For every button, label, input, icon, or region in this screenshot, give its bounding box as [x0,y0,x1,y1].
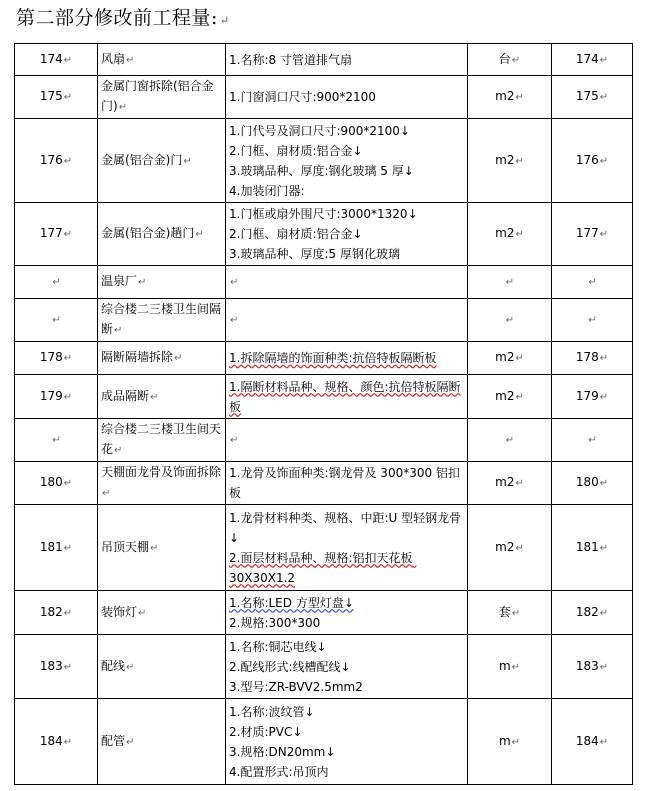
spec-line: 2.材质:PVC↓ [229,724,303,739]
item-quantity-text: 179 [575,388,599,403]
item-number-text: 176 [39,152,63,167]
item-name-text: 配线 [101,658,126,673]
item-quantity [552,76,633,119]
item-quantity [552,591,633,635]
item-unit-text: m [498,658,511,673]
paragraph-mark-icon: ↵ [515,478,524,489]
paragraph-mark-icon: ↵ [515,542,524,554]
paragraph-mark-icon: ↵ [599,478,609,489]
item-unit-text: m2 [495,539,515,554]
paragraph-mark-icon: ↵ [511,54,521,66]
table-row [15,419,633,462]
item-name [98,419,226,462]
paragraph-mark-icon: ↵ [599,661,609,673]
item-name [98,342,226,375]
item-name [98,591,226,635]
item-name-text: 综合楼二三楼卫生间隔断 [101,302,222,336]
spec-line: 2.规格:300*300 [229,615,321,630]
paragraph-mark-icon: ↵ [511,736,521,748]
paragraph-mark-icon: ↵ [515,92,524,103]
item-number-text: 174 [39,51,63,66]
paragraph-mark-icon: ↵ [219,14,230,27]
item-number [15,419,98,462]
item-unit [468,299,552,342]
item-name-text: 隔断隔墙拆除 [101,350,174,364]
item-name-text: 金属(铝合金)趟门 [101,226,195,240]
table-row [15,505,633,591]
paragraph-mark-icon: ↵ [505,435,515,446]
spec-line: 1.龙骨材料种类、规格、中距:U 型轻钢龙骨↓ [229,510,462,545]
item-unit [468,266,552,299]
item-name [98,299,226,342]
item-number [15,462,98,505]
item-name [98,44,226,76]
item-unit [468,76,552,119]
item-unit-text: m [498,733,511,748]
item-quantity [552,375,633,419]
paragraph-mark-icon: ↵ [138,277,147,288]
item-quantity-text: 176 [575,152,599,167]
item-number-text: 178 [39,350,63,364]
paragraph-mark-icon: ↵ [599,542,609,554]
spec-line: 1.门窗洞口尺寸:900*2100 [229,90,376,104]
item-unit [468,635,552,699]
item-number [15,342,98,375]
item-spec [226,119,468,203]
item-number-text: 177 [39,226,63,240]
item-spec [226,266,468,299]
paragraph-mark-icon: ↵ [63,391,73,403]
spec-line: 2.配线形式:线槽配线↓ [229,659,351,674]
item-number-text: 175 [39,89,63,103]
paragraph-mark-icon: ↵ [515,353,524,364]
item-quantity-text: 182 [575,604,599,619]
item-unit [468,375,552,419]
paragraph-mark-icon: ↵ [588,435,597,446]
item-name-text: 金属(铝合金)门 [101,152,183,167]
item-spec [226,203,468,266]
table-row [15,635,633,699]
table-row [15,44,633,76]
item-unit [468,44,552,76]
item-unit [468,591,552,635]
item-unit-text: m2 [495,226,515,240]
item-name [98,699,226,785]
title-text: 第二部分修改前工程量: [16,7,218,29]
spec-line: 2.面层材料品种、规格:铝扣天花板 30X30X1.2 [229,550,417,585]
item-spec [226,76,468,119]
paragraph-mark-icon: ↵ [150,542,159,554]
item-spec [226,591,468,635]
item-unit [468,203,552,266]
paragraph-mark-icon: ↵ [63,542,73,554]
spec-line: 3.型号:ZR-BVV2.5mm2 [229,679,363,694]
paragraph-mark-icon: ↵ [138,607,147,619]
item-number [15,591,98,635]
item-number-text: 184 [39,733,63,748]
item-quantity [552,299,633,342]
paragraph-mark-icon: ↵ [511,661,521,673]
item-unit [468,505,552,591]
item-number-text: 180 [39,475,63,489]
paragraph-mark-icon: ↵ [174,353,183,364]
spec-line: 3.玻璃品种、厚度:5 厚钢化玻璃 [229,247,400,261]
paragraph-mark-icon: ↵ [150,391,159,403]
paragraph-mark-icon: ↵ [52,315,61,326]
paragraph-mark-icon: ↵ [63,155,73,167]
paragraph-mark-icon: ↵ [63,736,73,748]
item-name [98,635,226,699]
item-unit [468,342,552,375]
item-quantity-text: 180 [575,475,599,489]
item-spec [226,375,468,419]
item-quantity [552,203,633,266]
paragraph-mark-icon: ↵ [599,736,609,748]
item-quantity [552,266,633,299]
item-quantity-text: 178 [575,350,599,364]
item-quantity-text: 174 [575,51,599,66]
paragraph-mark-icon: ↵ [63,478,73,489]
item-spec [226,699,468,785]
spec-line: 1.名称:LED 方型灯盘↓ [229,595,354,610]
paragraph-mark-icon: ↵ [114,325,123,336]
item-name-text: 配管 [101,733,126,748]
paragraph-mark-icon: ↵ [126,661,135,673]
item-quantity [552,462,633,505]
item-unit-text: m2 [495,388,515,403]
spec-line: 2.门框、扇材质:铝合金↓ [229,227,363,241]
item-quantity-text: 184 [575,733,599,748]
item-name-text: 吊顶天棚 [101,539,150,554]
item-number [15,505,98,591]
paragraph-mark-icon: ↵ [599,54,609,66]
paragraph-mark-icon: ↵ [126,736,135,748]
table-row [15,342,633,375]
item-name-text: 风扇 [101,51,126,66]
paragraph-mark-icon: ↵ [230,435,239,446]
paragraph-mark-icon: ↵ [511,607,521,619]
item-number [15,203,98,266]
spec-line: 4.加装闭门器: [229,183,305,198]
item-number-text: 179 [39,388,63,403]
paragraph-mark-icon: ↵ [505,277,515,288]
item-quantity [552,44,633,76]
item-spec [226,342,468,375]
item-unit [468,699,552,785]
quantity-table-body [15,44,633,785]
item-number-text: 183 [39,658,63,673]
item-name-text: 综合楼二三楼卫生间天花 [101,422,222,456]
table-row [15,299,633,342]
item-spec [226,299,468,342]
item-quantity [552,635,633,699]
paragraph-mark-icon: ↵ [230,315,239,326]
paragraph-mark-icon: ↵ [515,391,524,403]
spec-line: 1.名称:铜芯电线↓ [229,639,327,654]
paragraph-mark-icon: ↵ [102,488,111,499]
item-number [15,266,98,299]
item-quantity [552,119,633,203]
item-number-text: 181 [39,539,63,554]
item-unit [468,419,552,462]
paragraph-mark-icon: ↵ [118,102,128,113]
item-name [98,505,226,591]
item-unit-text: 台 [498,51,511,66]
paragraph-mark-icon: ↵ [63,54,73,66]
paragraph-mark-icon: ↵ [515,155,524,167]
item-number [15,375,98,419]
paragraph-mark-icon: ↵ [52,277,61,288]
paragraph-mark-icon: ↵ [114,445,123,456]
item-number [15,635,98,699]
paragraph-mark-icon: ↵ [195,229,204,240]
table-row [15,76,633,119]
table-row [15,462,633,505]
item-quantity [552,699,633,785]
item-quantity-text: 177 [575,226,599,240]
table-row [15,591,633,635]
item-unit-text: m2 [495,152,515,167]
spec-line: 1.龙骨及饰面种类:钢龙骨及 300*300 铝扣板 [229,466,460,500]
table-row [15,119,633,203]
item-unit-text: m2 [495,350,515,364]
paragraph-mark-icon: ↵ [230,277,239,288]
item-quantity [552,419,633,462]
item-unit-text: m2 [495,475,515,489]
item-unit [468,119,552,203]
spec-line: 1.门代号及洞口尺寸:900*2100↓ [229,123,410,138]
item-name [98,203,226,266]
item-name-text: 成品隔断 [101,388,150,403]
table-row [15,203,633,266]
table-row [15,266,633,299]
paragraph-mark-icon: ↵ [599,353,609,364]
item-quantity-text: 175 [575,89,599,103]
item-quantity [552,505,633,591]
paragraph-mark-icon: ↵ [599,92,609,103]
table-row [15,699,633,785]
paragraph-mark-icon: ↵ [183,155,192,167]
item-number [15,299,98,342]
item-name-text: 温泉厂 [101,274,138,288]
item-name [98,76,226,119]
paragraph-mark-icon: ↵ [126,54,135,66]
item-quantity-text: 183 [575,658,599,673]
paragraph-mark-icon: ↵ [52,435,61,446]
item-number-text: 182 [39,604,63,619]
table-row [15,375,633,419]
paragraph-mark-icon: ↵ [505,315,515,326]
paragraph-mark-icon: ↵ [588,315,597,326]
spec-line: 1.名称:波纹管↓ [229,704,315,719]
item-quantity [552,342,633,375]
item-spec [226,419,468,462]
spec-line: 1.名称:8 寸管道排气扇 [229,52,352,67]
item-number [15,76,98,119]
item-name-text: 金属门窗拆除(铝合金门) [101,79,214,113]
item-number [15,44,98,76]
item-unit-text: m2 [495,89,515,103]
spec-line: 1.隔断材料品种、规格、颜色:抗倍特板隔断板 [229,379,461,414]
spec-line: 2.门框、扇材质:铝合金↓ [229,143,363,158]
paragraph-mark-icon: ↵ [599,155,609,167]
item-name [98,119,226,203]
item-unit [468,462,552,505]
spec-line: 3.规格:DN20mm↓ [229,744,336,759]
item-number [15,119,98,203]
item-spec [226,635,468,699]
paragraph-mark-icon: ↵ [599,607,609,619]
paragraph-mark-icon: ↵ [63,229,73,240]
spec-line: 3.玻璃品种、厚度:钢化玻璃 5 厚↓ [229,163,414,178]
paragraph-mark-icon: ↵ [63,353,73,364]
item-name [98,462,226,505]
spec-line: 1.门框或扇外围尺寸:3000*1320↓ [229,207,418,221]
page-title [16,3,230,30]
paragraph-mark-icon: ↵ [63,607,73,619]
paragraph-mark-icon: ↵ [599,229,609,240]
quantity-table [14,43,633,785]
item-quantity-text: 181 [575,539,599,554]
paragraph-mark-icon: ↵ [599,391,609,403]
spec-line: 1.拆除隔墙的饰面种类:抗倍特板隔断板 [229,351,437,365]
item-name [98,266,226,299]
item-spec [226,505,468,591]
paragraph-mark-icon: ↵ [588,277,597,288]
item-name-text: 装饰灯 [101,604,138,619]
item-name [98,375,226,419]
spec-line: 4.配置形式:吊顶内 [229,764,329,779]
item-number [15,699,98,785]
paragraph-mark-icon: ↵ [63,92,73,103]
item-spec [226,44,468,76]
paragraph-mark-icon: ↵ [63,661,73,673]
item-name-text: 天棚面龙骨及饰面拆除 [101,465,222,479]
item-unit-text: 套 [498,604,511,619]
item-spec [226,462,468,505]
paragraph-mark-icon: ↵ [515,229,524,240]
